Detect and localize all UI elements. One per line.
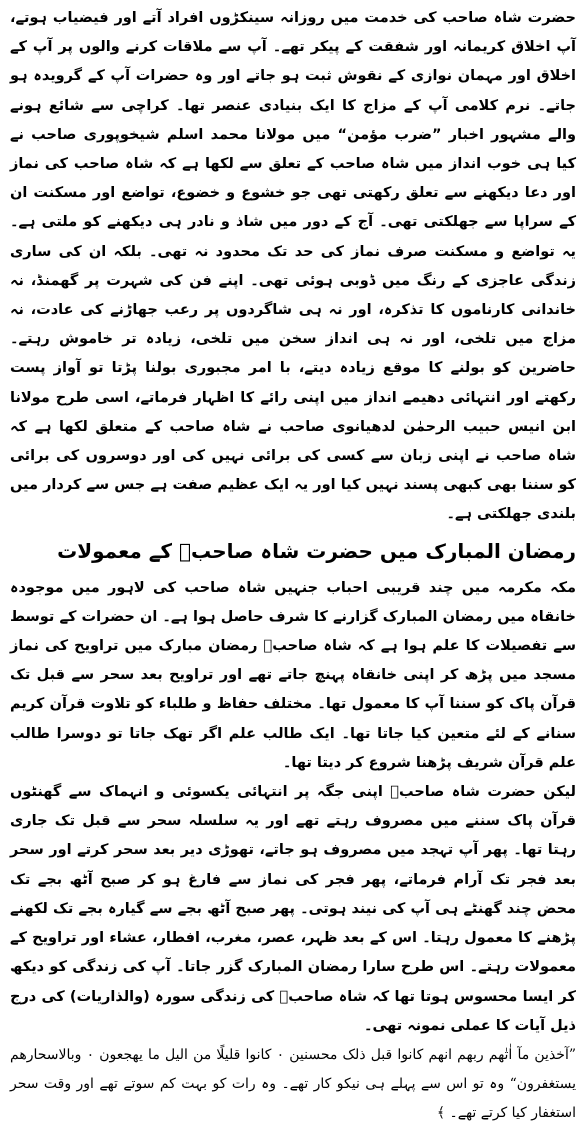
quran-verse-translation: وہ تو اس سے پہلے ہی نیکو کار تھے۔ وہ رات کو بہت کم سوتے تھے اور وقت سحر استغفار کیا کرتے تھے۔ [10,1075,576,1121]
body-paragraph-ramadan-routine: مکہ مکرمہ میں چند قریبی احباب جنہیں شاہ صاحب کی لاہور میں موجودہ خانقاہ میں رمضان المبارک گزارنے کا شرف حاصل ہوا ہے۔ ان حضرات کے توسط سے تفصیلات کا علم ہوا ہے کہ شاہ صاحبؒ رمضان مبارک میں تراویح کی نماز مسجد میں پڑھ کر اپنی خانقاہ پہنچ جاتے تھے اور تراویح بعد سحر سے قبل تک قرآن پاک کو سننا آپ کا معمول تھا۔ مختلف حفاظ و طلباء کو تلاوت قرآن کریم سنانے کے لئے متعین کیا جاتا تھا۔ ایک طالب علم اگر تھک جاتا تو دوسرا طالب علم قرآن شریف پڑھنا شروع کر دیتا تھا۔ [10,579,576,771]
verse-end-ornament: ﴾ [436,1104,446,1121]
body-paragraph-akhlaq: حضرت شاہ صاحب کی خدمت میں روزانہ سینکڑوں افراد آتے اور فیضیاب ہوتے، آپ اخلاق کریمانہ اور شفقت کے پیکر تھے۔ آپ سے ملاقات کرنے والوں پر آپ کے اخلاق اور مہمان نوازی کے نقوش ثبت ہو جاتے اور وہ حضرات آپ کے گرویدہ ہو جاتے۔ نرم کلامی آپ کے مزاج کا ایک بنیادی عنصر تھا۔ کراچی سے شائع ہونے والے مشہور اخبار ”ضرب مؤمن“ میں مولانا محمد اسلم شیخوپوری صاحب نے کیا ہی خوب انداز میں شاہ صاحب کے تعلق سے لکھا ہے کہ شاہ صاحب کی نماز اور دعا دیکھنے سے تعلق رکھتی تھی جو خشوع و خضوع، تواضع اور مسکنت ان کے سراپا سے جھلکتی تھی۔ آج کے دور میں شاذ و نادر ہی دیکھنے کو ملتی ہے۔ یہ تواضع و مسکنت صرف نماز کی حد تک محدود نہ تھی۔ بلکہ ان کی ساری زندگی عاجزی کے رنگ میں ڈوبی ہوئی تھی۔ اپنے فن کی شہرت پر گھمنڈ، نہ خاندانی کارناموں کا تذکرہ، اور نہ ہی شاگردوں پر رعب جھاڑنے کی عادت، نہ مزاج میں تلخی، اور نہ ہی انداز سخن میں تلخی، زیادہ تر خاموش رہتے۔ حاضرین کو بولنے کا موقع زیادہ دیتے، با امر مجبوری بولنا پڑتا تو آواز پست رکھتے اور انتہائی دھیمے انداز میں اپنی رائے کا اظہار فرماتے، اسی طرح مولانا ابن انیس حبیب الرحمٰن لدھیانوی صاحب نے شاہ صاحب کے متعلق لکھا ہے کہ شاہ صاحب نے اپنی زبان سے کسی کی برائی نہیں کی اور دوسروں کی برائی کو سننا بھی کبھی پسند نہیں کیا اور یہ ایک عظیم صفت ہے جس سے کردار میں بلندی جھلکتی ہے۔ [10,10,576,523]
body-paragraph-shah-sahib-routine: لیکن حضرت شاہ صاحبؒ اپنی جگہ پر انتہائی یکسوئی و انہماک سے گھنٹوں قرآن پاک سننے میں مصروف رہتے تھے اور یہ سلسلہ سحر سے قبل تک جاری رہتا تھا۔ پھر آپ تہجد میں مصروف ہو جاتے، تھوڑی دیر بعد سحر کرتے اور سحر بعد فجر تک آرام فرماتے، پھر فجر کی نماز سے فارغ ہو کر صبح آٹھ بجے تک محض چند گھنٹے ہی آپ کی نیند ہوتی۔ پھر صبح آٹھ بجے سے گیارہ بجے تک لکھنے پڑھنے کا معمول رہتا۔ اس کے بعد ظہر، عصر، مغرب، افطار، عشاء اور تراویح کے معمولات رہتے۔ اس طرح سارا رمضان المبارک گزر جاتا۔ آپ کی زندگی کو دیکھ کر ایسا محسوس ہوتا تھا کہ شاہ صاحبؒ کی زندگی سورہ (والذاریات) کی درج ذیل آیات کا عملی نمونہ تھی۔ [10,784,576,1034]
section-heading-ramadan: رمضان المبارک میں حضرت شاہ صاحبؒ کے معمولات [57,538,576,563]
quran-quote [10,1041,576,1128]
quran-verse-arabic: ”آخذین مآ اٰتٰھم ربھم انھم کانوا قبل ذلک محسنین ۰ کانوا قلیلًا من الیل ما یھجعون ۰ وبالاسحارھم یستغفرون“ [10,1046,576,1092]
